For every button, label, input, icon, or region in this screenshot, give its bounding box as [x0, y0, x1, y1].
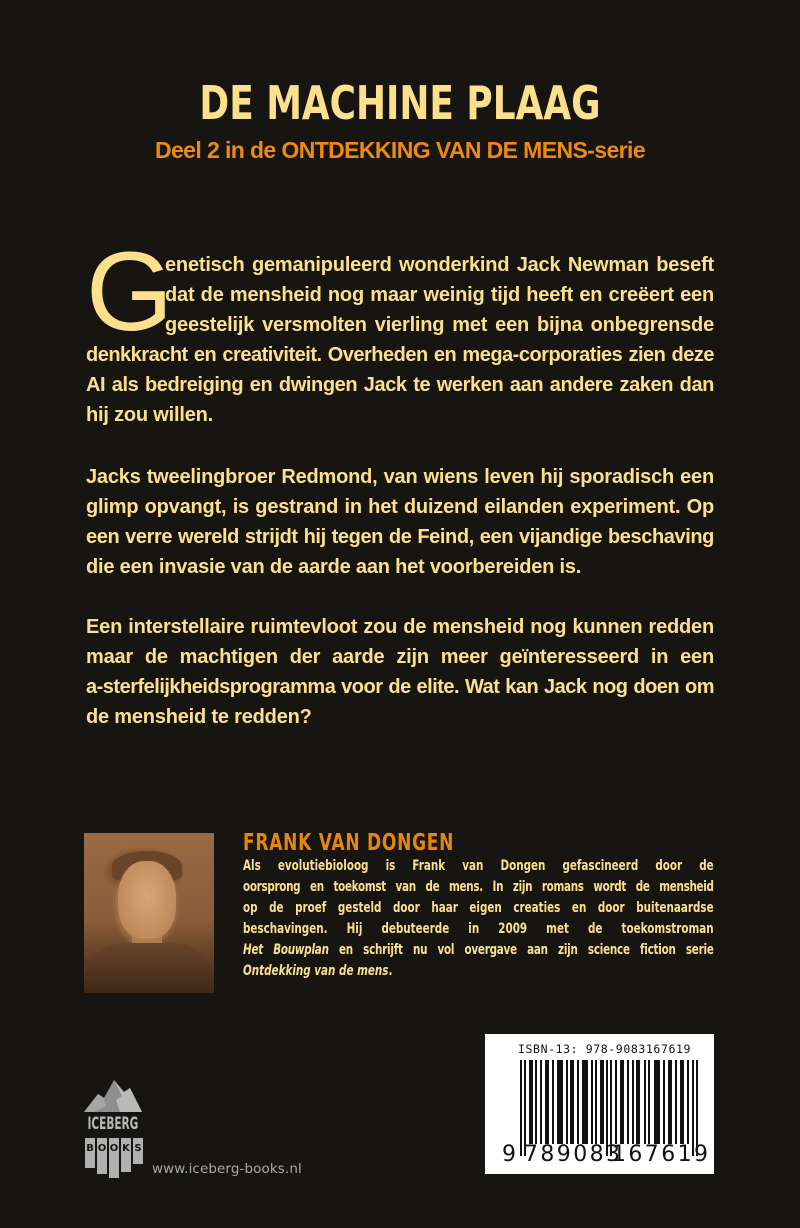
bio-line: beschavingen. Hij debuteerde in 2009 met de toekomstroman [243, 921, 714, 937]
logo-book-letter: O [97, 1138, 107, 1174]
drop-cap: G [86, 229, 174, 354]
bio-line [243, 940, 714, 961]
logo-books [85, 1138, 141, 1178]
logo-book-letter: B [85, 1138, 95, 1168]
blurb-line: een verre wereld strijdt hij tegen de Feind, een vijandige beschaving [86, 526, 714, 548]
blurb-line: die een invasie van de aarde aan het voorbereiden is. [86, 556, 582, 578]
blurb-paragraph-1 [86, 250, 714, 430]
logo-wordmark: ICEBERG [87, 1114, 139, 1134]
blurb-line: hij zou willen. [86, 404, 214, 426]
author-photo [84, 833, 214, 993]
publisher-url[interactable]: www.iceberg-books.nl [152, 1161, 302, 1177]
bio-line-text: . [388, 963, 393, 979]
ean-right-group: 167619 [612, 1142, 711, 1167]
isbn-barcode [485, 1034, 714, 1174]
logo-book-letter: O [109, 1138, 119, 1178]
book-title-italic: Het Bouwplan [243, 942, 329, 958]
series-subtitle: Deel 2 in de ONTDEKKING VAN DE MENS-serie [154, 137, 646, 163]
author-photo-face [118, 861, 176, 939]
iceberg-books-logo [84, 1078, 144, 1178]
bio-line-text: en schrijft nu vol overgave aan zijn science fiction serie [328, 942, 714, 958]
blurb-line: enetisch gemanipuleerd wonderkind Jack Newman beseft [165, 254, 714, 276]
blurb-line: denkkracht en creativiteit. Overheden en mega-corporaties zien deze [86, 344, 714, 366]
blurb-line: de mensheid te redden? [86, 706, 312, 728]
blurb-line: Jacks tweelingbroer Redmond, van wiens leven hij sporadisch een [86, 466, 714, 488]
blurb-paragraph-2 [86, 462, 714, 582]
blurb-line: a-sterfelijkheidsprogramma voor de elite. Wat kan Jack nog doen om [86, 676, 714, 698]
bio-line: op de proef gesteld door haar eigen creaties en door buitenaardse [243, 900, 714, 916]
bio-line: oorsprong en toekomst van de mens. In zijn romans wordt de mensheid [243, 879, 714, 895]
logo-book-letter: K [121, 1138, 131, 1172]
author-photo-shoulders [84, 943, 214, 993]
blurb-line: geestelijk versmolten vierling met een bijna onbegrensde [165, 314, 714, 336]
blurb-paragraph-3 [86, 612, 714, 732]
ean-first-digit: 9 [502, 1142, 516, 1167]
author-bio [243, 856, 714, 982]
mountain-icon [84, 1078, 144, 1114]
blurb-line: glimp opvangt, is gestrand in het duizend eilanden experiment. Op [86, 496, 714, 518]
logo-book-letter: S [133, 1138, 143, 1164]
series-title-italic: Ontdekking van de mens [243, 963, 389, 979]
author-name: FRANK VAN DONGEN [243, 830, 455, 856]
bio-line: Als evolutiebioloog is Frank van Dongen gefascineerd door de [243, 858, 714, 874]
blurb-line: AI als bedreiging en dwingen Jack te werken aan andere zaken dan [86, 374, 714, 396]
book-title: DE MACHINE PLAAG [199, 76, 601, 130]
isbn-label: ISBN-13: 978-9083167619 [518, 1042, 692, 1056]
blurb-line: Een interstellaire ruimtevloot zou de mensheid nog kunnen redden [86, 616, 714, 638]
blurb-line: maar de machtigen der aarde zijn meer geïnteresseerd in een [86, 646, 714, 668]
bio-line [243, 961, 714, 982]
ean-left-group: 789083 [524, 1142, 623, 1167]
blurb-line: dat de mensheid nog maar weinig tijd heeft en creëert een [165, 284, 714, 306]
